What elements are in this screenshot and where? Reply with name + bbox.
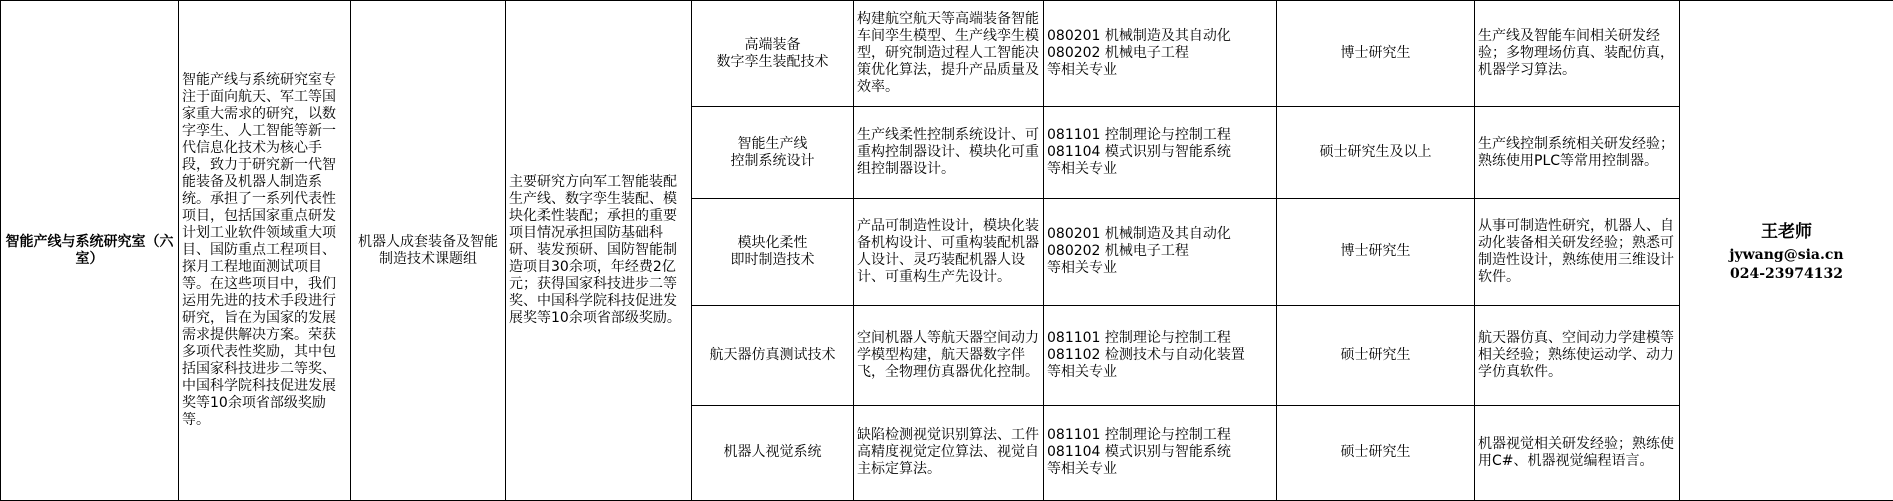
- requirements-cell: 航天器仿真、空间动力学建模等相关经验；熟练使运动学、动力学仿真软件。: [1475, 305, 1680, 405]
- content-cell: 产品可制造性设计，模块化装备机构设计、可重构装配机器人设计、灵巧装配机器人设计、可重构生产先设计。: [854, 199, 1044, 305]
- requirements-cell: 从事可制造性研究，机器人、自动化装备相关研发经验；熟悉可制造性设计，熟练使用三维设计软件。: [1475, 199, 1680, 305]
- content-cell: 构建航空航天等高端装备智能车间孪生模型、生产线孪生模型，研究制造过程人工智能决策优化算法，提升产品质量及效率。: [854, 1, 1044, 107]
- lab-name: 智能产线与系统研究室（六室）: [1, 1, 179, 501]
- group-description: 主要研究方向军工智能装配生产线、数字孪生装配、模块化柔性装配；承担的重要项目情况承担国防基础科研、装发预研、国防智能制造项目30余项，年经费2亿元；获得国家科技进步二等奖、中国科学院科技促进发展奖等10余项省部级奖励。: [506, 1, 692, 501]
- content-cell: 空间机器人等航天器空间动力学模型构建，航天器数字伴飞，全物理仿真器优化控制。: [854, 305, 1044, 405]
- direction-cell: 智能生产线 控制系统设计: [692, 107, 854, 199]
- requirements-cell: 生产线及智能车间相关研发经验；多物理场仿真、装配仿真，机器学习算法。: [1475, 1, 1680, 107]
- degree-cell: 硕士研究生及以上: [1277, 107, 1475, 199]
- group-name: 机器人成套装备及智能制造技术课题组: [351, 1, 506, 501]
- degree-cell: 硕士研究生: [1277, 405, 1475, 500]
- direction-cell: 高端装备 数字孪生装配技术: [692, 1, 854, 107]
- majors-cell: 081101 控制理论与控制工程 081102 检测技术与自动化装置 等相关专业: [1044, 305, 1277, 405]
- requirements-cell: 机器视觉相关研发经验；熟练使用C#、机器视觉编程语言。: [1475, 405, 1680, 500]
- degree-cell: 博士研究生: [1277, 1, 1475, 107]
- majors-cell: 081101 控制理论与控制工程 081104 模式识别与智能系统 等相关专业: [1044, 107, 1277, 199]
- majors-cell: 080201 机械制造及其自动化 080202 机械电子工程 等相关专业: [1044, 1, 1277, 107]
- requirements-cell: 生产线控制系统相关研发经验；熟练使用PLC等常用控制器。: [1475, 107, 1680, 199]
- content-cell: 缺陷检测视觉识别算法、工件高精度视觉定位算法、视觉自主标定算法。: [854, 405, 1044, 500]
- direction-cell: 机器人视觉系统: [692, 405, 854, 500]
- degree-cell: 硕士研究生: [1277, 305, 1475, 405]
- direction-cell: 航天器仿真测试技术: [692, 305, 854, 405]
- table-row: [1, 1, 1893, 107]
- majors-cell: 081101 控制理论与控制工程 081104 模式识别与智能系统 等相关专业: [1044, 405, 1277, 500]
- contact-phone: 024-23974132: [1730, 265, 1843, 282]
- degree-cell: 博士研究生: [1277, 199, 1475, 305]
- content-cell: 生产线柔性控制系统设计、可重构控制器设计、模块化可重组控制器设计。: [854, 107, 1044, 199]
- contact-name: 王老师: [1761, 221, 1812, 242]
- majors-cell: 080201 机械制造及其自动化 080202 机械电子工程 等相关专业: [1044, 199, 1277, 305]
- lab-intro: 智能产线与系统研究室专注于面向航天、军工等国家重大需求的研究，以数字孪生、人工智能等新一代信息化技术为核心手段，致力于研究新一代智能装备及机器人制造系统。承担了一系列代表性项目，包括国家重点研发计划工业软件领域重大项目、国防重点工程项目、探月工程地面测试项目等。在这些项目中，我们运用先进的技术手段进行研究，旨在为国家的发展需求提供解决方案。荣获多项代表性奖励，其中包括国家科技进步二等奖、中国科学院科技促进发展奖等10余项省部级奖励等。: [179, 1, 351, 501]
- contact-cell: [1680, 1, 1893, 501]
- contact-email: jywang@sia.cn: [1729, 246, 1844, 263]
- direction-cell: 模块化柔性 即时制造技术: [692, 199, 854, 305]
